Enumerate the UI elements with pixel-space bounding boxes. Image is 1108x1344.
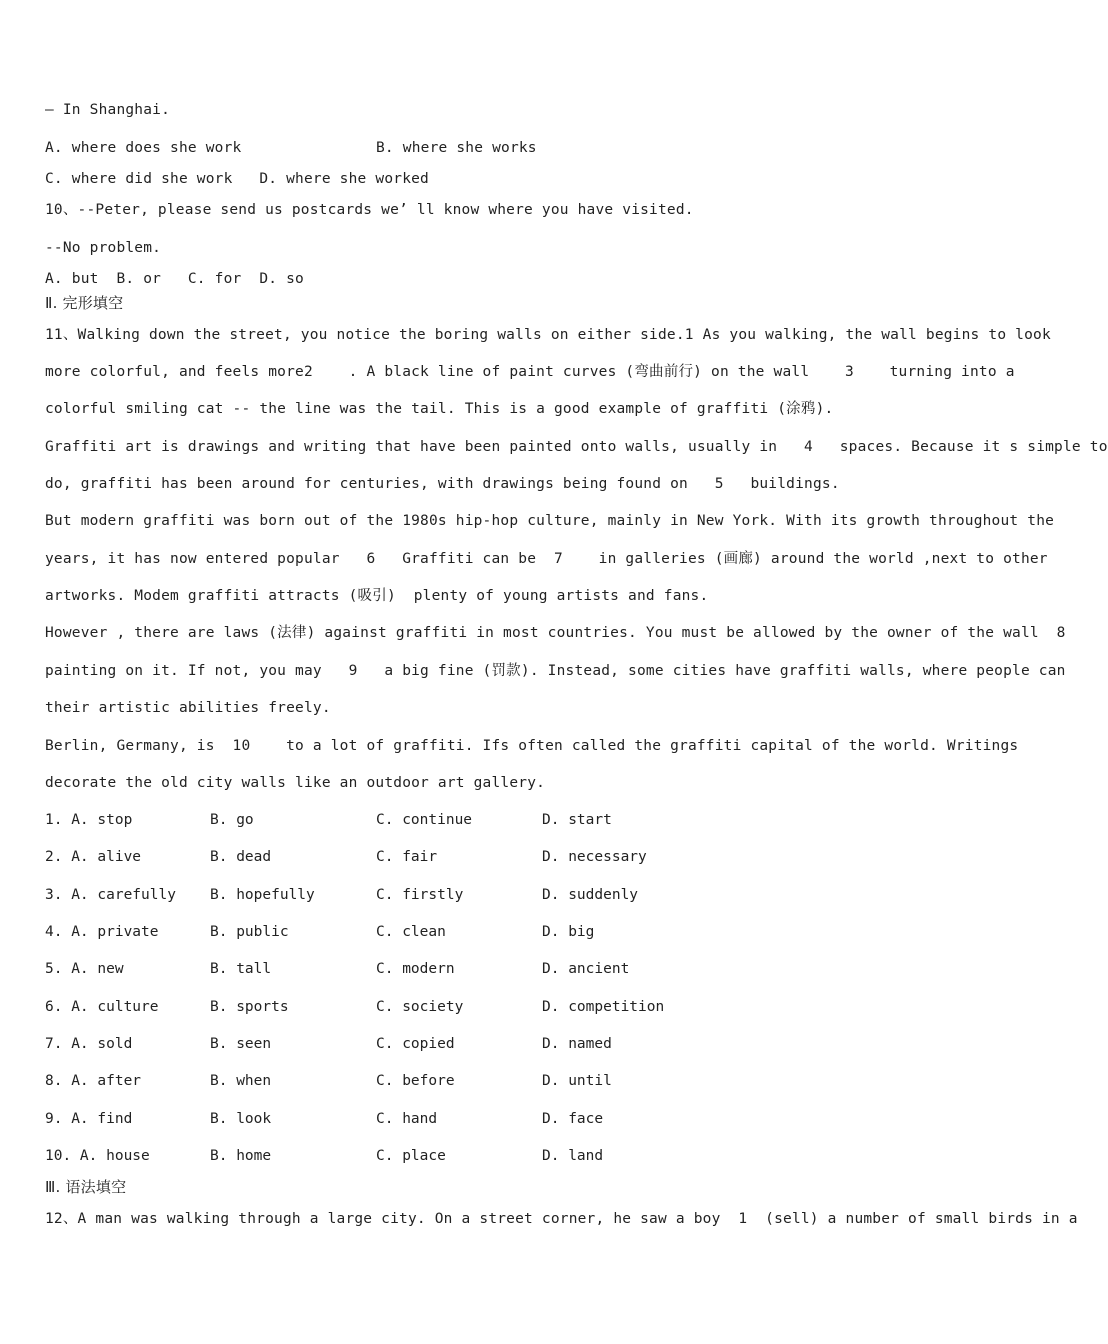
passage-line: However , there are laws (法律) against graffiti in most countries. You must be allowed by the owner of the wall 8 bbox=[45, 625, 1066, 641]
section-heading-cloze: Ⅱ. 完形填空 bbox=[45, 294, 124, 312]
option-row: 8. A. after B. when C. before D. until bbox=[45, 1073, 612, 1089]
option-row: 2. A. alive B. dead C. fair D. necessary bbox=[45, 849, 647, 865]
option-row: 4. A. private B. public C. clean D. big bbox=[45, 924, 595, 940]
passage-line: their artistic abilities freely. bbox=[45, 700, 331, 716]
option-row: 10. A. house B. home C. place D. land bbox=[45, 1148, 604, 1164]
passage-line: artworks. Modem graffiti attracts (吸引) plenty of young artists and fans. bbox=[45, 588, 709, 604]
passage-line: do, graffiti has been around for centuries, with drawings being found on 5 buildings. bbox=[45, 476, 840, 492]
passage-line: more colorful, and feels more2 . A black line of paint curves (弯曲前行) on the wall 3 turning into a bbox=[45, 364, 1015, 380]
option-row: 5. A. new B. tall C. modern D. ancient bbox=[45, 961, 630, 977]
passage-line: painting on it. If not, you may 9 a big fine (罚款). Instead, some cities have graffiti walls, where people can bbox=[45, 663, 1066, 679]
option-row: 1. A. stop B. go C. continue D. start bbox=[45, 812, 612, 828]
passage-line: But modern graffiti was born out of the 1980s hip-hop culture, mainly in New York. With its growth throughout the bbox=[45, 513, 1055, 529]
passage-line: 11、Walking down the street, you notice the boring walls on either side.1 As you walking, the wall begins to look bbox=[45, 327, 1051, 343]
option-b: B. where she works bbox=[376, 140, 537, 156]
passage-line: 12、A man was walking through a large city. On a street corner, he saw a boy 1 (sell) a number of small birds in a bbox=[45, 1211, 1078, 1227]
question-10-options: A. but B. or C. for D. so bbox=[45, 271, 304, 287]
passage-line: Graffiti art is drawings and writing that have been painted onto walls, usually in 4 spaces. Because it s simple to bbox=[45, 439, 1108, 455]
option-a: A. where does she work bbox=[45, 140, 242, 156]
option-row: 7. A. sold B. seen C. copied D. named bbox=[45, 1036, 612, 1052]
option-row: 3. A. carefully B. hopefully C. firstly D. suddenly bbox=[45, 887, 639, 903]
passage-line: Berlin, Germany, is 10 to a lot of graffiti. Ifs often called the graffiti capital of the world. Writings bbox=[45, 738, 1019, 754]
dialog-reply: --No problem. bbox=[45, 240, 162, 256]
passage-line: colorful smiling cat -- the line was the tail. This is a good example of graffiti (涂鸦). bbox=[45, 401, 834, 417]
passage-line: years, it has now entered popular 6 Graffiti can be 7 in galleries (画廊) around the world ,next to other bbox=[45, 551, 1048, 567]
option-row: 6. A. culture B. sports C. society D. competition bbox=[45, 999, 665, 1015]
section-heading-grammar: Ⅲ. 语法填空 bbox=[45, 1178, 127, 1196]
option-cd: C. where did she work D. where she worked bbox=[45, 171, 429, 187]
question-10: 10、--Peter, please send us postcards we’ ll know where you have visited. bbox=[45, 202, 694, 218]
option-row: 9. A. find B. look C. hand D. face bbox=[45, 1111, 604, 1127]
answer-line: — In Shanghai. bbox=[45, 102, 171, 118]
passage-line: decorate the old city walls like an outdoor art gallery. bbox=[45, 775, 546, 791]
